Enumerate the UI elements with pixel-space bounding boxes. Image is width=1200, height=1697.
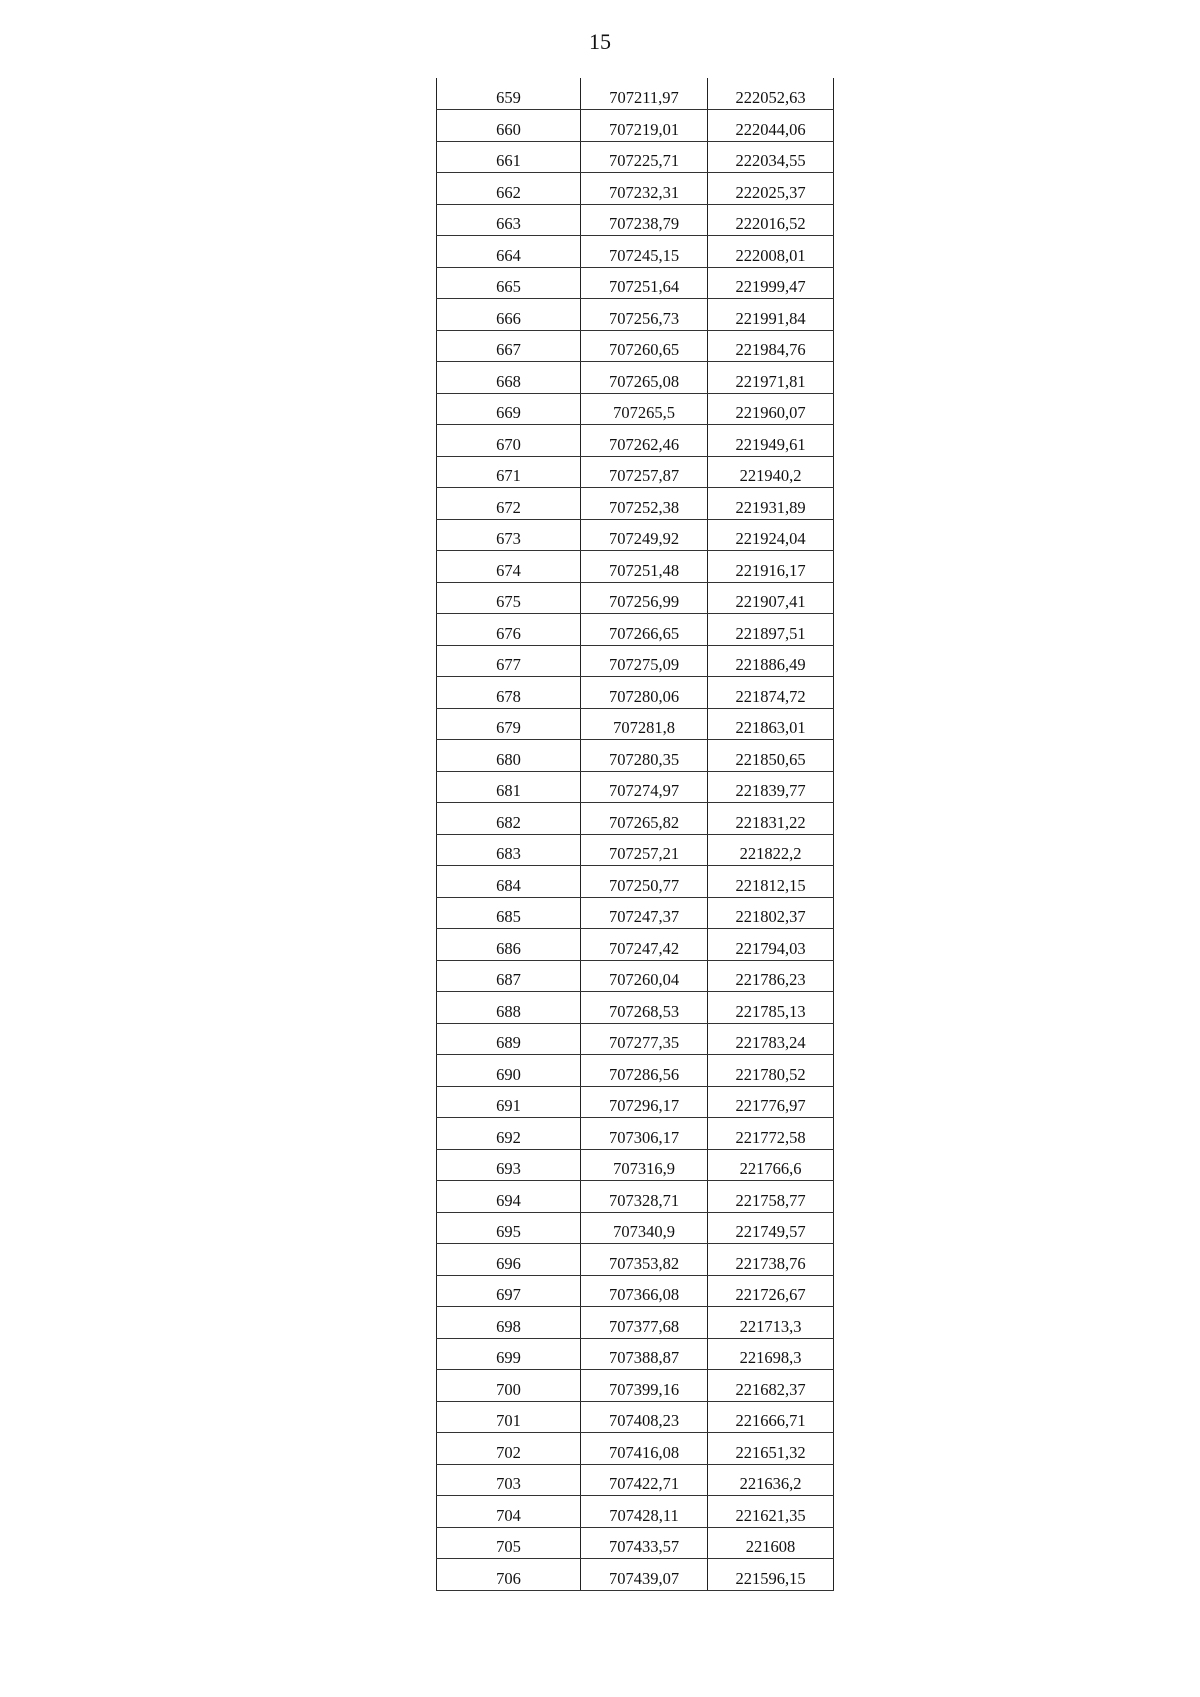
- point-number-cell: 688: [437, 992, 581, 1024]
- y-coordinate-cell: 221776,97: [708, 1086, 834, 1118]
- point-number-cell: 663: [437, 204, 581, 236]
- y-coordinate-cell: 221780,52: [708, 1055, 834, 1087]
- y-coordinate-cell: 221971,81: [708, 362, 834, 394]
- table-row: [437, 834, 834, 866]
- x-coordinate-cell: 707260,04: [581, 960, 708, 992]
- x-coordinate-cell: 707439,07: [581, 1559, 708, 1591]
- x-coordinate-cell: 707232,31: [581, 173, 708, 205]
- coordinates-table: [436, 78, 834, 1591]
- x-coordinate-cell: 707377,68: [581, 1307, 708, 1339]
- y-coordinate-cell: 221698,3: [708, 1338, 834, 1370]
- y-coordinate-cell: 221831,22: [708, 803, 834, 835]
- table-row: [437, 1464, 834, 1496]
- x-coordinate-cell: 707416,08: [581, 1433, 708, 1465]
- x-coordinate-cell: 707245,15: [581, 236, 708, 268]
- y-coordinate-cell: 221931,89: [708, 488, 834, 520]
- y-coordinate-cell: 221651,32: [708, 1433, 834, 1465]
- page-number: 15: [589, 29, 611, 54]
- point-number-cell: 693: [437, 1149, 581, 1181]
- y-coordinate-cell: 221596,15: [708, 1559, 834, 1591]
- x-coordinate-cell: 707340,9: [581, 1212, 708, 1244]
- table-row: [437, 1023, 834, 1055]
- y-coordinate-cell: 221713,3: [708, 1307, 834, 1339]
- x-coordinate-cell: 707251,64: [581, 267, 708, 299]
- table-row: [437, 1307, 834, 1339]
- y-coordinate-cell: 221772,58: [708, 1118, 834, 1150]
- x-coordinate-cell: 707265,5: [581, 393, 708, 425]
- y-coordinate-cell: 221991,84: [708, 299, 834, 331]
- x-coordinate-cell: 707219,01: [581, 110, 708, 142]
- y-coordinate-cell: 222016,52: [708, 204, 834, 236]
- table-row: [437, 1212, 834, 1244]
- point-number-cell: 686: [437, 929, 581, 961]
- y-coordinate-cell: 221822,2: [708, 834, 834, 866]
- y-coordinate-cell: 221940,2: [708, 456, 834, 488]
- y-coordinate-cell: 221949,61: [708, 425, 834, 457]
- x-coordinate-cell: 707225,71: [581, 141, 708, 173]
- table-row: [437, 236, 834, 268]
- table-row: [437, 1433, 834, 1465]
- point-number-cell: 700: [437, 1370, 581, 1402]
- point-number-cell: 681: [437, 771, 581, 803]
- point-number-cell: 660: [437, 110, 581, 142]
- x-coordinate-cell: 707265,08: [581, 362, 708, 394]
- x-coordinate-cell: 707428,11: [581, 1496, 708, 1528]
- y-coordinate-cell: 221783,24: [708, 1023, 834, 1055]
- table-row: [437, 1370, 834, 1402]
- x-coordinate-cell: 707399,16: [581, 1370, 708, 1402]
- y-coordinate-cell: 222034,55: [708, 141, 834, 173]
- table-row: [437, 1559, 834, 1591]
- point-number-cell: 698: [437, 1307, 581, 1339]
- point-number-cell: 670: [437, 425, 581, 457]
- table-row: [437, 1496, 834, 1528]
- table-row: [437, 330, 834, 362]
- y-coordinate-cell: 222025,37: [708, 173, 834, 205]
- x-coordinate-cell: 707422,71: [581, 1464, 708, 1496]
- y-coordinate-cell: 221839,77: [708, 771, 834, 803]
- x-coordinate-cell: 707238,79: [581, 204, 708, 236]
- point-number-cell: 676: [437, 614, 581, 646]
- y-coordinate-cell: 221960,07: [708, 393, 834, 425]
- y-coordinate-cell: 222052,63: [708, 78, 834, 110]
- point-number-cell: 661: [437, 141, 581, 173]
- point-number-cell: 659: [437, 78, 581, 110]
- point-number-cell: 679: [437, 708, 581, 740]
- point-number-cell: 704: [437, 1496, 581, 1528]
- x-coordinate-cell: 707262,46: [581, 425, 708, 457]
- x-coordinate-cell: 707316,9: [581, 1149, 708, 1181]
- y-coordinate-cell: 221785,13: [708, 992, 834, 1024]
- x-coordinate-cell: 707257,87: [581, 456, 708, 488]
- point-number-cell: 689: [437, 1023, 581, 1055]
- x-coordinate-cell: 707250,77: [581, 866, 708, 898]
- x-coordinate-cell: 707280,35: [581, 740, 708, 772]
- table-row: [437, 677, 834, 709]
- x-coordinate-cell: 707252,38: [581, 488, 708, 520]
- table-row: [437, 488, 834, 520]
- x-coordinate-cell: 707286,56: [581, 1055, 708, 1087]
- point-number-cell: 680: [437, 740, 581, 772]
- y-coordinate-cell: 221682,37: [708, 1370, 834, 1402]
- point-number-cell: 703: [437, 1464, 581, 1496]
- table-row: [437, 141, 834, 173]
- y-coordinate-cell: 221608: [708, 1527, 834, 1559]
- y-coordinate-cell: 222008,01: [708, 236, 834, 268]
- table-row: [437, 992, 834, 1024]
- x-coordinate-cell: 707306,17: [581, 1118, 708, 1150]
- x-coordinate-cell: 707280,06: [581, 677, 708, 709]
- x-coordinate-cell: 707256,99: [581, 582, 708, 614]
- table-row: [437, 771, 834, 803]
- table-row: [437, 1401, 834, 1433]
- x-coordinate-cell: 707257,21: [581, 834, 708, 866]
- y-coordinate-cell: 222044,06: [708, 110, 834, 142]
- x-coordinate-cell: 707353,82: [581, 1244, 708, 1276]
- point-number-cell: 691: [437, 1086, 581, 1118]
- x-coordinate-cell: 707277,35: [581, 1023, 708, 1055]
- x-coordinate-cell: 707256,73: [581, 299, 708, 331]
- point-number-cell: 696: [437, 1244, 581, 1276]
- point-number-cell: 706: [437, 1559, 581, 1591]
- x-coordinate-cell: 707296,17: [581, 1086, 708, 1118]
- y-coordinate-cell: 221999,47: [708, 267, 834, 299]
- y-coordinate-cell: 221984,76: [708, 330, 834, 362]
- y-coordinate-cell: 221907,41: [708, 582, 834, 614]
- table-row: [437, 299, 834, 331]
- x-coordinate-cell: 707281,8: [581, 708, 708, 740]
- x-coordinate-cell: 707266,65: [581, 614, 708, 646]
- table-row: [437, 551, 834, 583]
- y-coordinate-cell: 221666,71: [708, 1401, 834, 1433]
- x-coordinate-cell: 707265,82: [581, 803, 708, 835]
- y-coordinate-cell: 221850,65: [708, 740, 834, 772]
- table-row: [437, 110, 834, 142]
- x-coordinate-cell: 707268,53: [581, 992, 708, 1024]
- x-coordinate-cell: 707388,87: [581, 1338, 708, 1370]
- y-coordinate-cell: 221916,17: [708, 551, 834, 583]
- point-number-cell: 685: [437, 897, 581, 929]
- y-coordinate-cell: 221621,35: [708, 1496, 834, 1528]
- point-number-cell: 692: [437, 1118, 581, 1150]
- y-coordinate-cell: 221766,6: [708, 1149, 834, 1181]
- y-coordinate-cell: 221802,37: [708, 897, 834, 929]
- table-row: [437, 645, 834, 677]
- point-number-cell: 672: [437, 488, 581, 520]
- point-number-cell: 690: [437, 1055, 581, 1087]
- table-row: [437, 866, 834, 898]
- table-row: [437, 740, 834, 772]
- table-row: [437, 519, 834, 551]
- point-number-cell: 682: [437, 803, 581, 835]
- point-number-cell: 664: [437, 236, 581, 268]
- point-number-cell: 674: [437, 551, 581, 583]
- table-row: [437, 614, 834, 646]
- point-number-cell: 699: [437, 1338, 581, 1370]
- table-row: [437, 803, 834, 835]
- point-number-cell: 677: [437, 645, 581, 677]
- table-row: [437, 267, 834, 299]
- y-coordinate-cell: 221812,15: [708, 866, 834, 898]
- y-coordinate-cell: 221874,72: [708, 677, 834, 709]
- point-number-cell: 671: [437, 456, 581, 488]
- table-row: [437, 425, 834, 457]
- point-number-cell: 705: [437, 1527, 581, 1559]
- coordinates-table-body: [437, 78, 834, 1590]
- table-row: [437, 393, 834, 425]
- table-row: [437, 1338, 834, 1370]
- x-coordinate-cell: 707211,97: [581, 78, 708, 110]
- table-row: [437, 960, 834, 992]
- point-number-cell: 694: [437, 1181, 581, 1213]
- point-number-cell: 668: [437, 362, 581, 394]
- y-coordinate-cell: 221726,67: [708, 1275, 834, 1307]
- y-coordinate-cell: 221749,57: [708, 1212, 834, 1244]
- point-number-cell: 673: [437, 519, 581, 551]
- point-number-cell: 697: [437, 1275, 581, 1307]
- y-coordinate-cell: 221636,2: [708, 1464, 834, 1496]
- table-row: [437, 1244, 834, 1276]
- x-coordinate-cell: 707408,23: [581, 1401, 708, 1433]
- table-row: [437, 1086, 834, 1118]
- point-number-cell: 662: [437, 173, 581, 205]
- point-number-cell: 702: [437, 1433, 581, 1465]
- x-coordinate-cell: 707433,57: [581, 1527, 708, 1559]
- x-coordinate-cell: 707275,09: [581, 645, 708, 677]
- y-coordinate-cell: 221924,04: [708, 519, 834, 551]
- y-coordinate-cell: 221794,03: [708, 929, 834, 961]
- table-row: [437, 173, 834, 205]
- point-number-cell: 683: [437, 834, 581, 866]
- y-coordinate-cell: 221886,49: [708, 645, 834, 677]
- table-row: [437, 204, 834, 236]
- table-row: [437, 1275, 834, 1307]
- table-row: [437, 456, 834, 488]
- point-number-cell: 667: [437, 330, 581, 362]
- table-row: [437, 1118, 834, 1150]
- table-row: [437, 1149, 834, 1181]
- x-coordinate-cell: 707251,48: [581, 551, 708, 583]
- point-number-cell: 684: [437, 866, 581, 898]
- x-coordinate-cell: 707247,37: [581, 897, 708, 929]
- point-number-cell: 665: [437, 267, 581, 299]
- point-number-cell: 669: [437, 393, 581, 425]
- x-coordinate-cell: 707328,71: [581, 1181, 708, 1213]
- table-row: [437, 582, 834, 614]
- table-row: [437, 1527, 834, 1559]
- table-row: [437, 1181, 834, 1213]
- table-row: [437, 929, 834, 961]
- y-coordinate-cell: 221738,76: [708, 1244, 834, 1276]
- point-number-cell: 695: [437, 1212, 581, 1244]
- y-coordinate-cell: 221758,77: [708, 1181, 834, 1213]
- x-coordinate-cell: 707366,08: [581, 1275, 708, 1307]
- point-number-cell: 678: [437, 677, 581, 709]
- point-number-cell: 666: [437, 299, 581, 331]
- table-row: [437, 897, 834, 929]
- x-coordinate-cell: 707249,92: [581, 519, 708, 551]
- point-number-cell: 687: [437, 960, 581, 992]
- x-coordinate-cell: 707247,42: [581, 929, 708, 961]
- table-row: [437, 1055, 834, 1087]
- x-coordinate-cell: 707260,65: [581, 330, 708, 362]
- y-coordinate-cell: 221863,01: [708, 708, 834, 740]
- table-row: [437, 708, 834, 740]
- point-number-cell: 701: [437, 1401, 581, 1433]
- table-row: [437, 362, 834, 394]
- y-coordinate-cell: 221786,23: [708, 960, 834, 992]
- table-row: [437, 78, 834, 110]
- y-coordinate-cell: 221897,51: [708, 614, 834, 646]
- x-coordinate-cell: 707274,97: [581, 771, 708, 803]
- point-number-cell: 675: [437, 582, 581, 614]
